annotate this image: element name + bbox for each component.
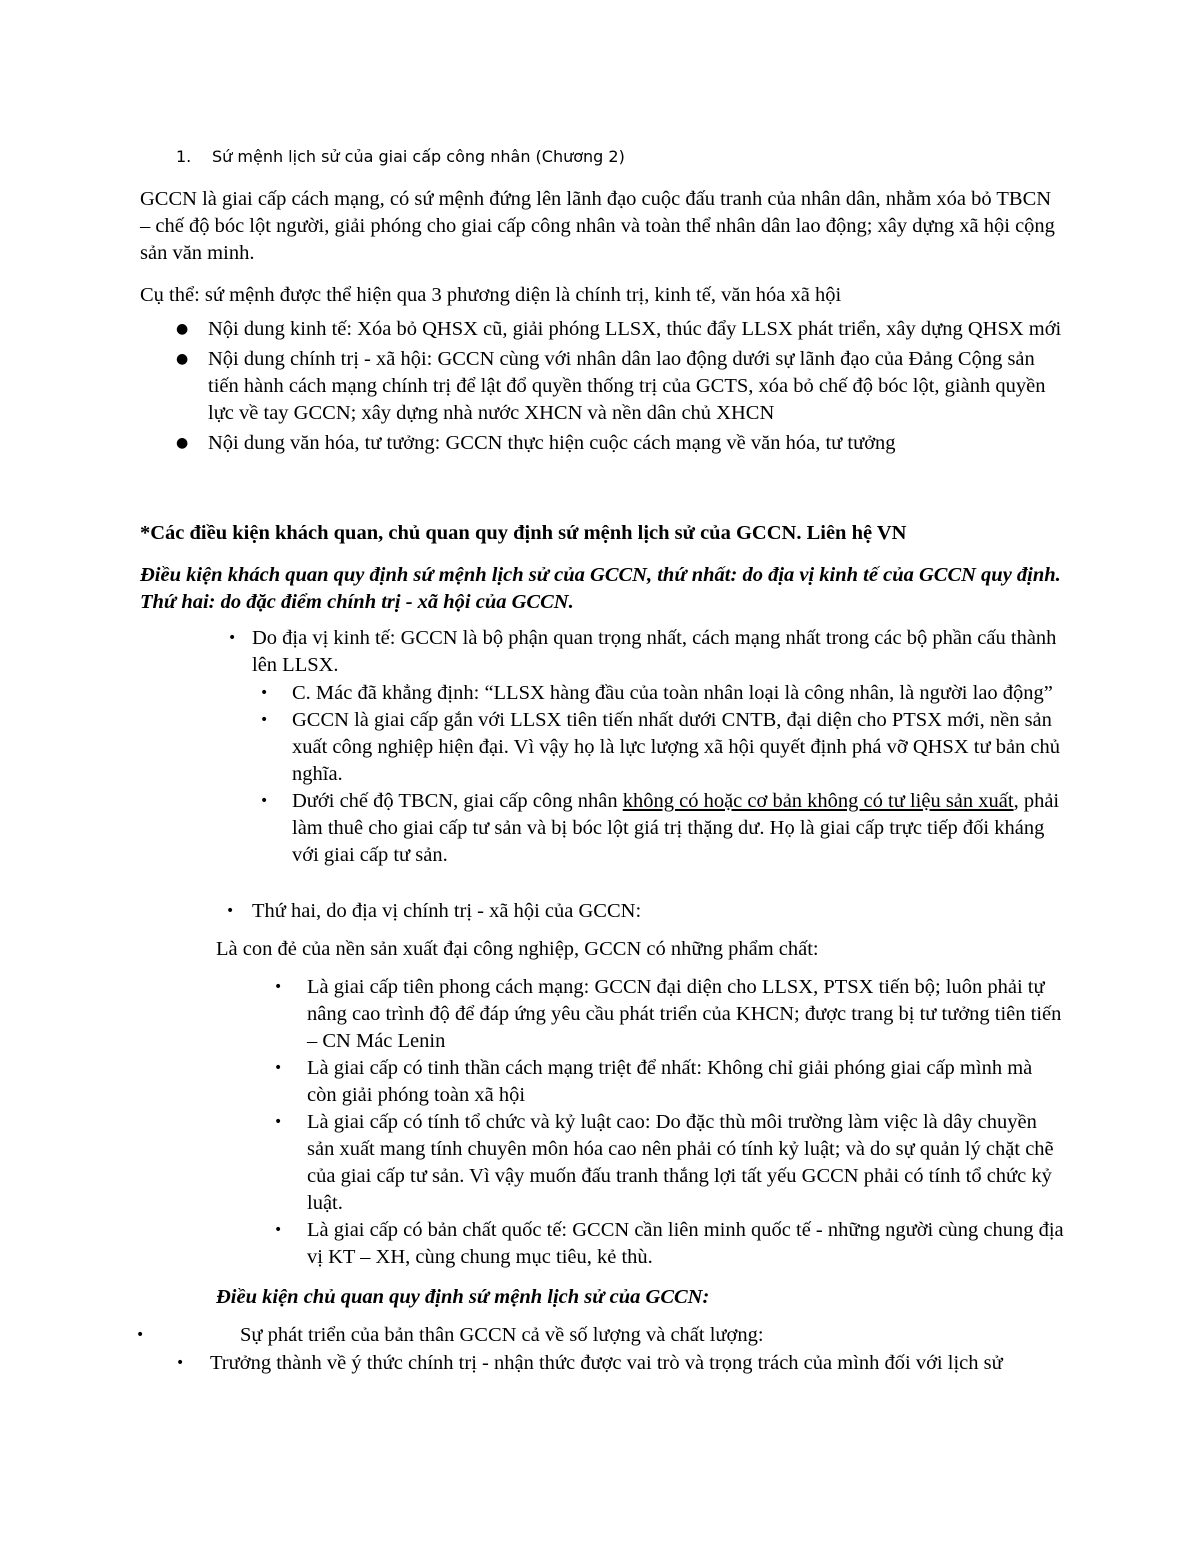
noi-dung-list (176, 316, 1064, 460)
pham-chat-list (274, 974, 1064, 1271)
list-item (176, 346, 1064, 427)
list-item-text: Sự phát triển của bản thân GCCN cả về số lượng và chất lượng: (240, 1324, 764, 1346)
khach-quan-heading: Điều kiện khách quan quy định sứ mệnh lịch sử của GCCN, thứ nhất: do địa vị kinh tế của GCCN quy định. Thứ hai: do đặc điểm chính trị - xã hội của GCCN. (140, 564, 1061, 613)
list-item (260, 680, 1064, 707)
list-item-text: C. Mác đã khẳng định: “LLSX hàng đầu của toàn nhân loại là công nhân, là người lao động” (292, 682, 1053, 704)
intro-paragraph: GCCN là giai cấp cách mạng, có sứ mệnh đứng lên lãnh đạo cuộc đấu tranh của nhân dân, nhằm xóa bỏ TBCN – chế độ bóc lột người, giải phóng cho giai cấp công nhân và toàn thể nhân dân lao động; xây dựng xã hội cộng sản văn minh. (140, 188, 1055, 264)
list-item (274, 1109, 1064, 1217)
heading-title: Sứ mệnh lịch sử của giai cấp công nhân (Chương 2) (212, 147, 625, 166)
list-item-text: Nội dung chính trị - xã hội: GCCN cùng với nhân dân lao động dưới sự lãnh đạo của Đảng Cộng sản tiến hành cách mạng chính trị để lật đổ quyền thống trị của GCTS, xóa bỏ chế độ bóc lột, giành quyền lực về tay GCCN; xây dựng nhà nước XHCN và nền dân chủ XHCN (208, 348, 1046, 424)
bullet-icon: ● (176, 351, 189, 367)
kinh-te-points-list (260, 680, 1064, 869)
bullet-icon: • (274, 979, 283, 995)
list-item-text: , phải làm thuê cho giai cấp tư sản và bị bóc lột giá trị thặng dư. Họ là giai cấp trực tiếp đối kháng với giai cấp tư sản. (292, 790, 1060, 866)
heading-number: 1. (176, 147, 192, 166)
list-item (228, 625, 1064, 679)
bullet-icon: • (274, 1114, 283, 1130)
bullet-icon: • (228, 630, 237, 646)
list-item-text: Trưởng thành về ý thức chính trị - nhận thức được vai trò và trọng trách của mình đối với lịch sử (210, 1352, 1003, 1374)
bullet-icon: • (260, 712, 269, 728)
su-phat-trien-list (136, 1322, 1064, 1349)
list-item (274, 1055, 1064, 1109)
bullet-icon: • (176, 1355, 185, 1371)
dia-vi-kinh-te-list (228, 625, 1064, 679)
list-item (274, 1217, 1064, 1271)
list-item (176, 316, 1064, 343)
list-item-text: Dưới chế độ TBCN, giai cấp công nhân (292, 790, 623, 812)
list-item-text: Là giai cấp có bản chất quốc tế: GCCN cần liên minh quốc tế - những người cùng chung địa vị KT – XH, cùng chung mục tiêu, kẻ thù. (307, 1219, 1064, 1268)
list-item (176, 430, 1064, 457)
list-item-text: Là giai cấp có tinh thần cách mạng triệt để nhất: Không chỉ giải phóng giai cấp mình mà còn giải phóng toàn xã hội (307, 1057, 1033, 1106)
list-item (274, 974, 1064, 1055)
cu-the-paragraph: Cụ thể: sứ mệnh được thể hiện qua 3 phương diện là chính trị, kinh tế, văn hóa xã hội (140, 284, 842, 306)
bullet-icon: • (260, 685, 269, 701)
bullet-icon: ● (176, 321, 189, 337)
section-heading-1 (176, 145, 625, 169)
la-con-de-paragraph: Là con đẻ của nền sản xuất đại công nghiệp, GCCN có những phẩm chất: (216, 938, 819, 960)
dieu-kien-heading: *Các điều kiện khách quan, chủ quan quy định sứ mệnh lịch sử của GCCN. Liên hệ VN (140, 522, 907, 544)
list-item-text: Nội dung kinh tế: Xóa bỏ QHSX cũ, giải phóng LLSX, thúc đẩy LLSX phát triển, xây dựng QHSX mới (208, 318, 1062, 340)
thu-hai-list (226, 898, 1064, 925)
bullet-icon: • (136, 1327, 145, 1343)
chu-quan-heading: Điều kiện chủ quan quy định sứ mệnh lịch sử của GCCN: (216, 1286, 710, 1308)
underlined-text: không có hoặc cơ bản không có tư liệu sản xuất (622, 790, 1014, 812)
truong-thanh-list (176, 1350, 1066, 1377)
list-item (260, 707, 1064, 788)
list-item-text: Nội dung văn hóa, tư tưởng: GCCN thực hiện cuộc cách mạng về văn hóa, tư tưởng (208, 432, 896, 454)
list-item (136, 1322, 1064, 1349)
bullet-icon: • (274, 1222, 283, 1238)
list-item-text: Là giai cấp có tính tổ chức và kỷ luật cao: Do đặc thù môi trường làm việc là dây chuyền sản xuất mang tính chuyên môn hóa cao nên phải có tính kỷ luật; và do sự quản lý chặt chẽ của giai cấp tư sản. Vì vậy muốn đấu tranh thắng lợi tất yếu GCCN phải có tính tổ chức kỷ luật. (307, 1111, 1054, 1214)
list-item (260, 788, 1064, 869)
list-item-text: Do địa vị kinh tế: GCCN là bộ phận quan trọng nhất, cách mạng nhất trong các bộ phần cấu thành lên LLSX. (252, 627, 1057, 676)
bullet-icon: • (260, 793, 269, 809)
bullet-icon: • (226, 903, 235, 919)
list-item (176, 1350, 1066, 1377)
list-item (226, 898, 1064, 925)
list-item-text: GCCN là giai cấp gắn với LLSX tiên tiến nhất dưới CNTB, đại diện cho PTSX mới, nền sản xuất công nghiệp hiện đại. Vì vậy họ là lực lượng xã hội quyết định phá vỡ QHSX tư bản chủ nghĩa. (292, 709, 1061, 785)
list-item-text: Thứ hai, do địa vị chính trị - xã hội của GCCN: (252, 900, 642, 922)
bullet-icon: ● (176, 435, 189, 451)
list-item-text: Là giai cấp tiên phong cách mạng: GCCN đại diện cho LLSX, PTSX tiến bộ; luôn phải tự nâng cao trình độ để đáp ứng yêu cầu phát triển của KHCN; được trang bị tư tưởng tiên tiến – CN Mác Lenin (307, 976, 1062, 1052)
bullet-icon: • (274, 1060, 283, 1076)
